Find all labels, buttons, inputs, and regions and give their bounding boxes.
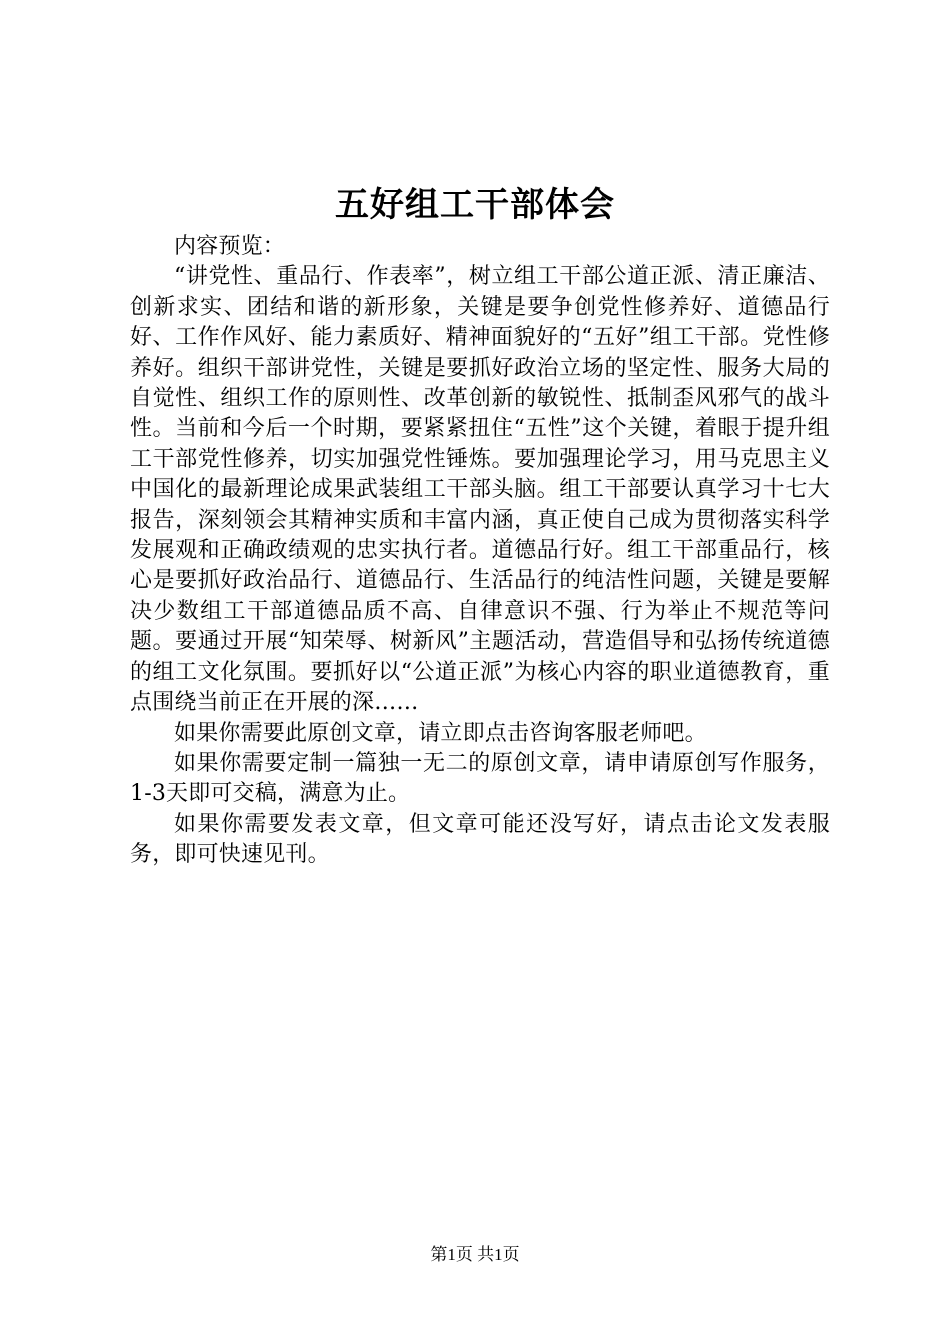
page-number: 第1页 共1页: [430, 1245, 520, 1264]
notice-consult: 如果你需要此原创文章，请立即点击咨询客服老师吧。: [174, 720, 707, 746]
preview-label: 内容预览：: [174, 234, 286, 259]
notice-publish: 如果你需要发表文章，但文章可能还没写好，请点击论文发表服务，即可快速见刊。: [130, 811, 830, 868]
document-body: [130, 232, 830, 871]
notice-custom-writing: 如果你需要定制一篇独一无二的原创文章，请申请原创写作服务，1-3天即可交稿，满意为止。: [130, 750, 830, 807]
document-title: 五好组工干部体会: [335, 185, 615, 225]
preview-body: “讲党性、重品行、作表率”，树立组工干部公道正派、清正廉洁、创新求实、团结和谐的新形象，关键是要争创党性修养好、道德品行好、工作作风好、能力素质好、精神面貌好的“五好”组工干部。党性修养好。组织干部讲党性，关键是要抓好政治立场的坚定性、服务大局的自觉性、组织工作的原则性、改革创新的敏锐性、抵制歪风邪气的战斗性。当前和今后一个时期，要紧紧扭住“五性”这个关键，着眼于提升组工干部党性修养，切实加强党性锤炼。要加强理论学习，用马克思主义中国化的最新理论成果武装组工干部头脑。组工干部要认真学习十七大报告，深刻领会其精神实质和丰富内涵，真正使自己成为贯彻落实科学发展观和正确政绩观的忠实执行者。道德品行好。组工干部重品行，核心是要抓好政治品行、道德品行、生活品行的纯洁性问题，关键是要解决少数组工干部道德品质不高、自律意识不强、行为举止不规范等问题。要通过开展“知荣辱、树新风”主题活动，营造倡导和弘扬传统道德的组工文化氛围。要抓好以“公道正派”为核心内容的职业道德教育，重点围绕当前正在开展的深……: [130, 264, 830, 716]
